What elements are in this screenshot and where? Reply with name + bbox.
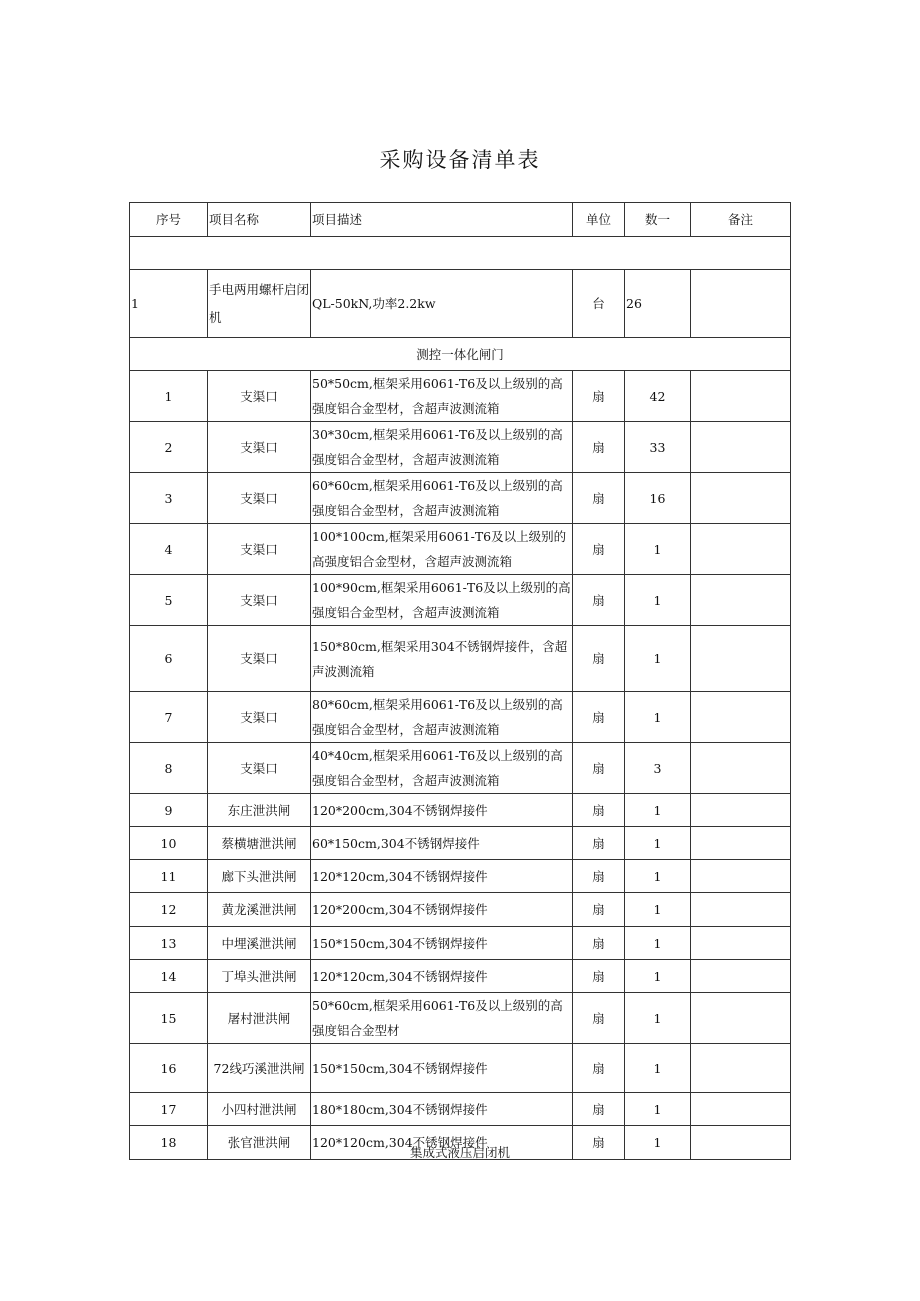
- row-note: [691, 524, 791, 575]
- item-desc: QL-50kN,功率2.2kw: [311, 270, 573, 338]
- row-name: 屠村泄洪闸: [208, 993, 311, 1044]
- row-note: [691, 626, 791, 692]
- header-name: 项目名称: [208, 203, 311, 237]
- row-qty: 1: [625, 626, 691, 692]
- row-desc: 60*150cm,304不锈钢焊接件: [311, 827, 573, 860]
- row-desc: 120*200cm,304不锈钢焊接件: [311, 794, 573, 827]
- row-unit: 扇: [573, 743, 625, 794]
- row-name: 张官泄洪闸: [208, 1126, 311, 1160]
- row-desc: 150*80cm,框架采用304不锈钢焊接件，含超声波测流箱: [311, 626, 573, 692]
- row-name: 支渠口: [208, 422, 311, 473]
- row-desc: 180*180cm,304不锈钢焊接件: [311, 1093, 573, 1126]
- row-unit: 扇: [573, 827, 625, 860]
- row-name: 黄龙溪泄洪闸: [208, 893, 311, 927]
- row-note: [691, 927, 791, 960]
- row-name: 丁埠头泄洪闸: [208, 960, 311, 993]
- row-note: [691, 960, 791, 993]
- row-name: 中埋溪泄洪闸: [208, 927, 311, 960]
- item-name: 手电两用螺杆启闭机: [208, 270, 311, 338]
- row-seq: 1: [130, 371, 208, 422]
- row-qty: 1: [625, 692, 691, 743]
- row-note: [691, 893, 791, 927]
- row-unit: 扇: [573, 794, 625, 827]
- row-unit: 扇: [573, 927, 625, 960]
- row-unit: 扇: [573, 1093, 625, 1126]
- row-note: [691, 794, 791, 827]
- footer-caption: 集成式液压启闭机: [409, 1145, 510, 1160]
- item-qty: 26: [625, 270, 691, 338]
- row-qty: 1: [625, 960, 691, 993]
- blank-cell: [130, 237, 791, 270]
- table-row: [130, 794, 791, 827]
- row-note: [691, 473, 791, 524]
- row-desc: 40*40cm,框架采用6061-T6及以上级别的高强度铝合金型材，含超声波测流箱: [311, 743, 573, 794]
- table-row: [130, 626, 791, 692]
- row-seq: 10: [130, 827, 208, 860]
- row-qty: 1: [625, 827, 691, 860]
- table-row: [130, 473, 791, 524]
- row-name: 支渠口: [208, 371, 311, 422]
- row-qty: 1: [625, 860, 691, 893]
- row-unit: 扇: [573, 1044, 625, 1093]
- row-qty: 1: [625, 575, 691, 626]
- row-name: 支渠口: [208, 524, 311, 575]
- row-name: 蔡横塘泄洪闸: [208, 827, 311, 860]
- item-seq: 1: [130, 270, 208, 338]
- row-desc: 150*150cm,304不锈钢焊接件: [311, 1044, 573, 1093]
- row-qty: 42: [625, 371, 691, 422]
- row-seq: 9: [130, 794, 208, 827]
- row-unit: 扇: [573, 371, 625, 422]
- table-row: [130, 575, 791, 626]
- table-row: [130, 927, 791, 960]
- row-qty: 1: [625, 794, 691, 827]
- table-row: [130, 692, 791, 743]
- row-unit: 扇: [573, 575, 625, 626]
- row-desc: 150*150cm,304不锈钢焊接件: [311, 927, 573, 960]
- header-row: [130, 203, 791, 237]
- row-seq: 12: [130, 893, 208, 927]
- row-name: 支渠口: [208, 575, 311, 626]
- row-desc: 120*120cm,304不锈钢焊接件: [311, 960, 573, 993]
- row-unit: 扇: [573, 473, 625, 524]
- row-qty: 1: [625, 893, 691, 927]
- row-name: 支渠口: [208, 743, 311, 794]
- row-seq: 5: [130, 575, 208, 626]
- row-seq: 2: [130, 422, 208, 473]
- table-row: [130, 960, 791, 993]
- row-seq: 13: [130, 927, 208, 960]
- row-name: 支渠口: [208, 626, 311, 692]
- row-name: 小四村泄洪闸: [208, 1093, 311, 1126]
- table-row: [130, 993, 791, 1044]
- table-row: [130, 422, 791, 473]
- row-desc: 120*120cm,304不锈钢焊接件: [311, 860, 573, 893]
- row-seq: 18: [130, 1126, 208, 1160]
- header-note: 备注: [691, 203, 791, 237]
- row-note: [691, 422, 791, 473]
- row-seq: 7: [130, 692, 208, 743]
- row-note: [691, 993, 791, 1044]
- row-qty: 1: [625, 1126, 691, 1160]
- section-title: 测控一体化闸门: [130, 338, 791, 371]
- item-row: [130, 270, 791, 338]
- row-qty: 1: [625, 927, 691, 960]
- table-row: [130, 524, 791, 575]
- table-row: [130, 371, 791, 422]
- row-note: [691, 1044, 791, 1093]
- page-title: 采购设备清单表: [379, 148, 541, 172]
- row-seq: 3: [130, 473, 208, 524]
- table-row: [130, 893, 791, 927]
- row-name: 东庄泄洪闸: [208, 794, 311, 827]
- row-desc: 60*60cm,框架采用6061-T6及以上级别的高强度铝合金型材，含超声波测流箱: [311, 473, 573, 524]
- row-desc: 30*30cm,框架采用6061-T6及以上级别的高强度铝合金型材，含超声波测流箱: [311, 422, 573, 473]
- gate-rows: [130, 371, 791, 1160]
- row-qty: 3: [625, 743, 691, 794]
- row-seq: 14: [130, 960, 208, 993]
- row-note: [691, 827, 791, 860]
- table-row: [130, 743, 791, 794]
- row-unit: 扇: [573, 1126, 625, 1160]
- row-note: [691, 1093, 791, 1126]
- row-unit: 扇: [573, 524, 625, 575]
- blank-row: [130, 237, 791, 270]
- row-unit: 扇: [573, 860, 625, 893]
- header-seq: 序号: [130, 203, 208, 237]
- row-note: [691, 371, 791, 422]
- row-name: 廊下头泄洪闸: [208, 860, 311, 893]
- row-desc: 120*120cm,304不锈钢焊接件: [311, 1126, 573, 1160]
- item-unit: 台: [573, 270, 625, 338]
- row-desc: 50*60cm,框架采用6061-T6及以上级别的高强度铝合金型材: [311, 993, 573, 1044]
- table-row: [130, 827, 791, 860]
- row-desc: 100*100cm,框架采用6061-T6及以上级别的高强度铝合金型材，含超声波测流箱: [311, 524, 573, 575]
- table-row: [130, 860, 791, 893]
- row-qty: 1: [625, 524, 691, 575]
- row-name: 72线巧溪泄洪闸: [208, 1044, 311, 1093]
- table-row: [130, 1093, 791, 1126]
- row-seq: 8: [130, 743, 208, 794]
- row-qty: 1: [625, 1093, 691, 1126]
- row-unit: 扇: [573, 692, 625, 743]
- row-desc: 120*200cm,304不锈钢焊接件: [311, 893, 573, 927]
- section-row: [130, 338, 791, 371]
- row-seq: 6: [130, 626, 208, 692]
- header-qty: 数一: [625, 203, 691, 237]
- row-unit: 扇: [573, 993, 625, 1044]
- row-unit: 扇: [573, 422, 625, 473]
- row-note: [691, 860, 791, 893]
- row-desc: 50*50cm,框架采用6061-T6及以上级别的高强度铝合金型材，含超声波测流箱: [311, 371, 573, 422]
- row-seq: 17: [130, 1093, 208, 1126]
- row-desc: 100*90cm,框架采用6061-T6及以上级别的高强度铝合金型材，含超声波测流箱: [311, 575, 573, 626]
- table-row: [130, 1044, 791, 1093]
- row-qty: 1: [625, 993, 691, 1044]
- row-note: [691, 743, 791, 794]
- row-seq: 4: [130, 524, 208, 575]
- header-unit: 单位: [573, 203, 625, 237]
- header-desc: 项目描述: [311, 203, 573, 237]
- row-unit: 扇: [573, 893, 625, 927]
- equipment-table: [129, 202, 791, 1160]
- row-qty: 16: [625, 473, 691, 524]
- row-seq: 15: [130, 993, 208, 1044]
- row-unit: 扇: [573, 960, 625, 993]
- row-desc: 80*60cm,框架采用6061-T6及以上级别的高强度铝合金型材，含超声波测流箱: [311, 692, 573, 743]
- row-seq: 11: [130, 860, 208, 893]
- row-unit: 扇: [573, 626, 625, 692]
- row-qty: 33: [625, 422, 691, 473]
- item-note: [691, 270, 791, 338]
- row-qty: 1: [625, 1044, 691, 1093]
- row-seq: 16: [130, 1044, 208, 1093]
- row-name: 支渠口: [208, 473, 311, 524]
- row-note: [691, 575, 791, 626]
- row-name: 支渠口: [208, 692, 311, 743]
- row-note: [691, 692, 791, 743]
